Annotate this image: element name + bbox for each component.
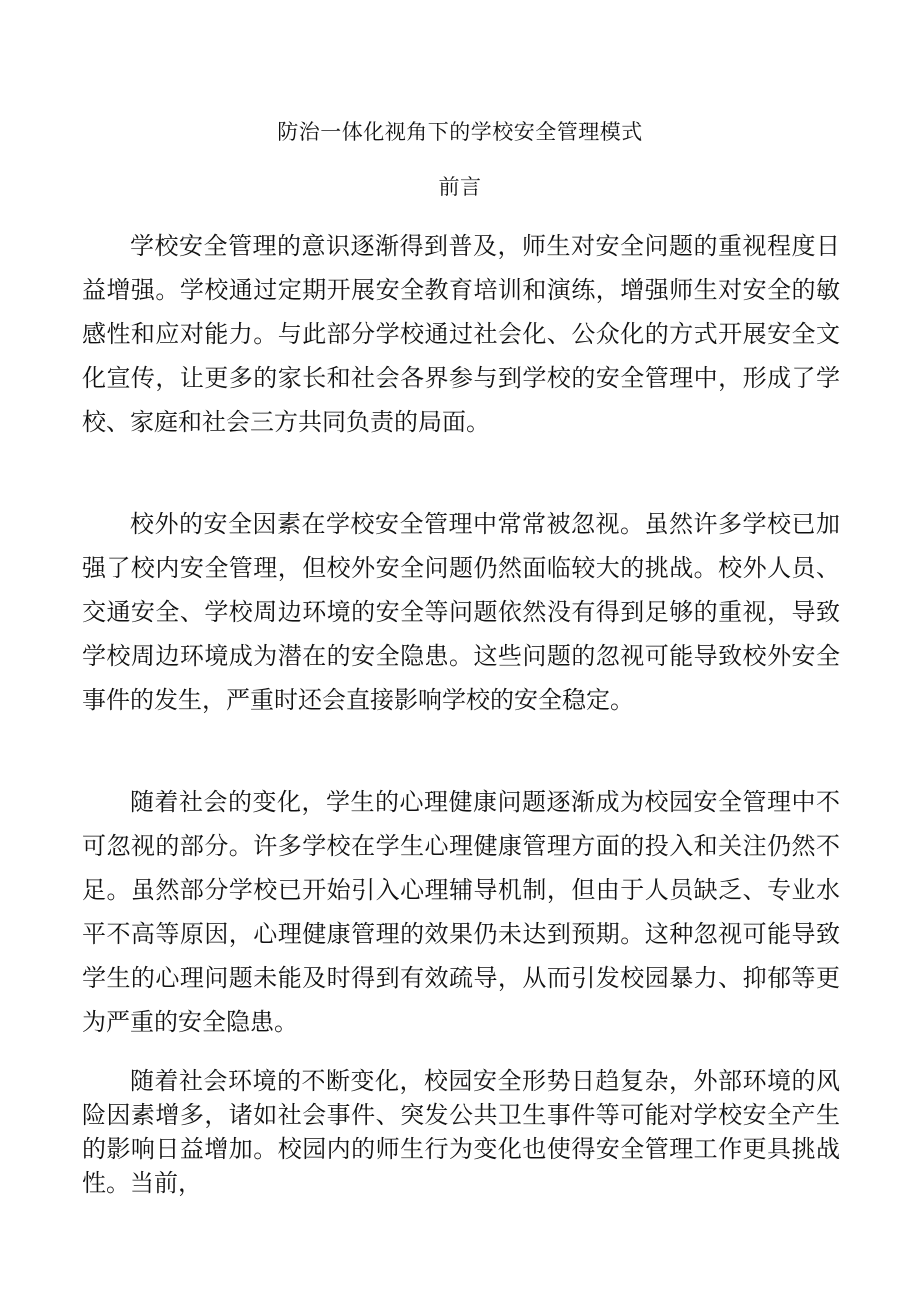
paragraph: 学校安全管理的意识逐渐得到普及，师生对安全问题的重视程度日益增强。学校通过定期开展安全教育培训和演练，增强师生对安全的敏感性和应对能力。与此部分学校通过社会化、公众化的方式开展安全文化宣传，让更多的家长和社会各界参与到学校的安全管理中，形成了学校、家庭和社会三方共同负责的局面。 xyxy=(82,232,840,436)
paragraph: 随着社会的变化，学生的心理健康问题逐渐成为校园安全管理中不可忽视的部分。许多学校在学生心理健康管理方面的投入和关注仍然不足。虽然部分学校已开始引入心理辅导机制，但由于人员缺乏、专业水平不高等原因，心理健康管理的效果仍未达到预期。这种忽视可能导致学生的心理问题未能及时得到有效疏导，从而引发校园暴力、抑郁等更为严重的安全隐患。 xyxy=(82,788,840,1036)
paragraph: 校外的安全因素在学校安全管理中常常被忽视。虽然许多学校已加强了校内安全管理，但校外安全问题仍然面临较大的挑战。校外人员、交通安全、学校周边环境的安全等问题依然没有得到足够的重视，导致学校周边环境成为潜在的安全隐患。这些问题的忽视可能导致校外安全事件的发生，严重时还会直接影响学校的安全稳定。 xyxy=(82,510,840,714)
document-title: 防治一体化视角下的学校安全管理模式 xyxy=(277,120,643,144)
paragraph: 随着社会环境的不断变化，校园安全形势日趋复杂，外部环境的风险因素增多，诸如社会事件、突发公共卫生事件等可能对学校安全产生的影响日益增加。校园内的师生行为变化也使得安全管理工作更具挑战性。当前， xyxy=(82,1067,840,1197)
section-heading: 前言 xyxy=(438,175,482,199)
